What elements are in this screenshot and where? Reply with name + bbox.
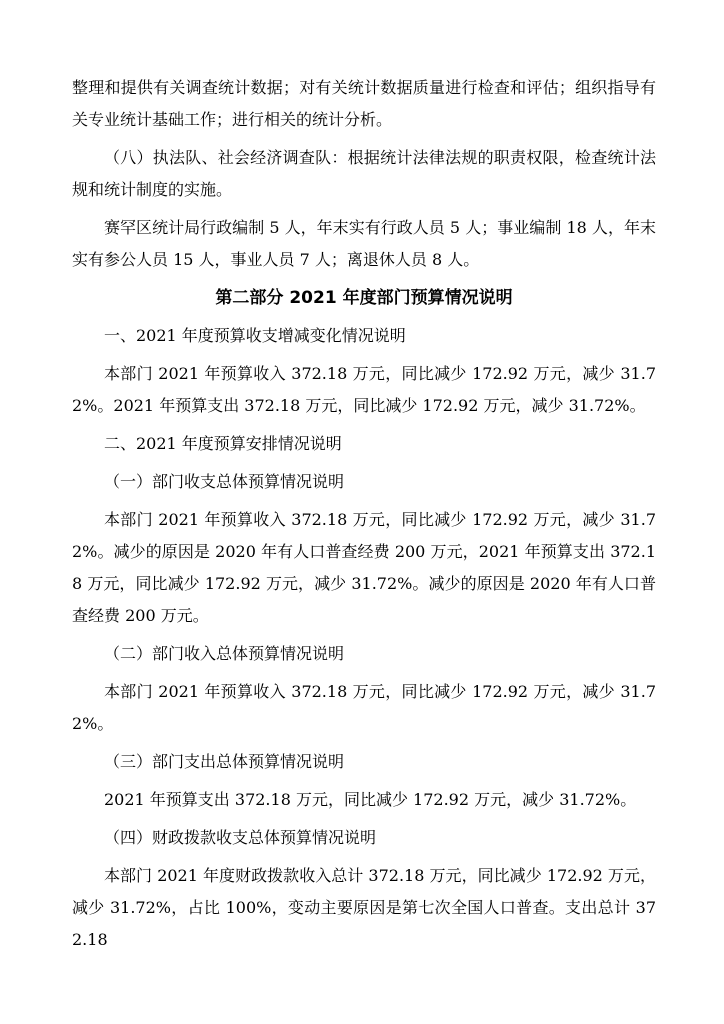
subheading-expense-budget: （三）部门支出总体预算情况说明: [104, 752, 345, 771]
subheading-income-budget: （二）部门收入总体预算情况说明: [104, 644, 345, 663]
paragraph-duties-continued: 整理和提供有关调查统计数据；对有关统计数据质量进行检查和评估；组织指导有关专业统计基础工作；进行相关的统计分析。: [72, 78, 656, 129]
subheading-overall-budget: （一）部门收支总体预算情况说明: [104, 472, 345, 491]
paragraph-fiscal-appropriation: 本部门 2021 年度财政拨款收入总计 372.18 万元，同比减少 172.92 万元，减少 31.72%，占比 100%，变动主要原因是第七次全国人口普查。支出总计 372.18: [72, 866, 656, 949]
paragraph-staffing: 赛罕区统计局行政编制 5 人，年末实有行政人员 5 人；事业编制 18 人，年末实有参公人员 15 人，事业人员 7 人；离退休人员 8 人。: [72, 218, 656, 269]
subheading-fiscal-appropriation: （四）财政拨款收支总体预算情况说明: [104, 828, 377, 847]
paragraph-income-budget: 本部门 2021 年预算收入 372.18 万元，同比减少 172.92 万元，减少 31.72%。: [72, 682, 656, 733]
section-title: 第二部分 2021 年度部门预算情况说明: [215, 288, 513, 308]
paragraph-expense-budget: 2021 年预算支出 372.18 万元，同比减少 172.92 万元，减少 31.72%。: [104, 790, 637, 809]
subheading-budget-arrangement: 二、2021 年度预算安排情况说明: [104, 434, 342, 453]
document-page: [72, 72, 656, 962]
paragraph-overall-budget: 本部门 2021 年预算收入 372.18 万元，同比减少 172.92 万元，减少 31.72%。减少的原因是 2020 年有人口普查经费 200 万元，2021 年预算支出 372.18 万元，同比减少 172.92 万元，减少 31.72%。减少的原因是 2020 年有人口普查经费 200 万元。: [72, 510, 656, 625]
paragraph-law-enforcement-team: （八）执法队、社会经济调查队：根据统计法律法规的职责权限，检查统计法规和统计制度的实施。: [72, 148, 656, 199]
subheading-budget-change: 一、2021 年度预算收支增减变化情况说明: [104, 326, 406, 345]
paragraph-budget-change: 本部门 2021 年预算收入 372.18 万元，同比减少 172.92 万元，减少 31.72%。2021 年预算支出 372.18 万元，同比减少 172.92 万元，减少 31.72%。: [72, 364, 656, 415]
